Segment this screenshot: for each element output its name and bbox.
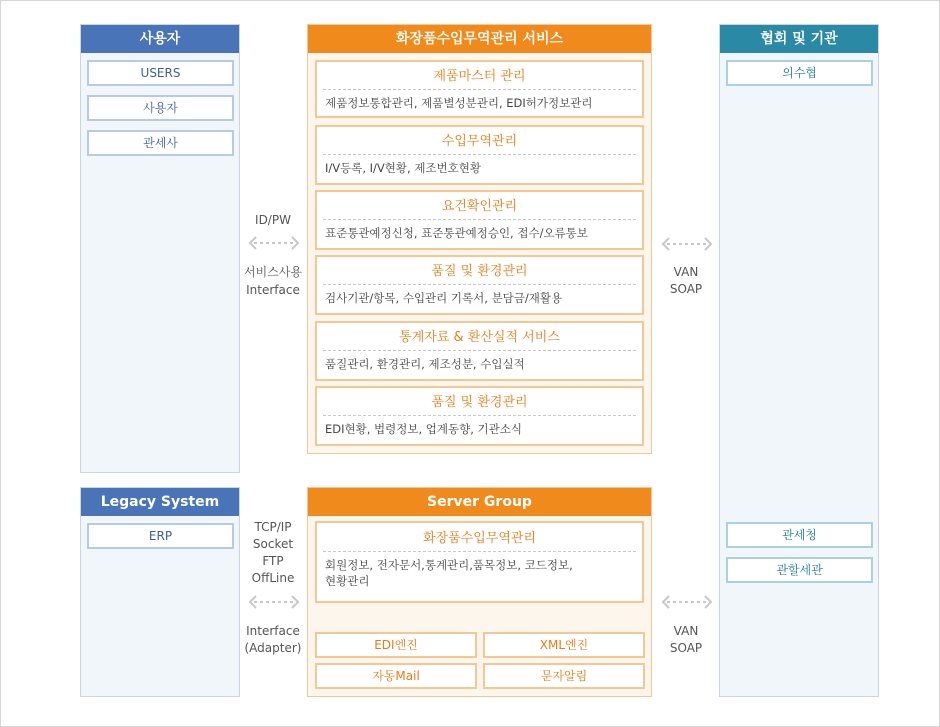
connector-label-service-use: 서비스사용 <box>244 265 302 279</box>
connector-label-interface: Interface <box>246 283 300 297</box>
module-title: 요건확인관리 <box>323 195 636 220</box>
module-title: 제품마스터 관리 <box>323 65 636 90</box>
module-quality-environment <box>315 255 644 315</box>
legacy-column <box>80 487 240 697</box>
service-title: 화장품수입무역관리 서비스 <box>308 25 651 53</box>
agency-item-customs-service: 관세청 <box>726 522 873 548</box>
agency-item-association: 의수협 <box>726 60 873 86</box>
connector-label-soap: SOAP <box>669 282 703 296</box>
engine-edi: EDI엔진 <box>315 632 477 658</box>
user-item-users: USERS <box>87 60 234 86</box>
agencies-title: 협회 및 기관 <box>720 25 878 53</box>
engine-xml: XML엔진 <box>483 632 645 658</box>
users-column <box>80 24 240 473</box>
server-group-title: Server Group <box>308 488 651 516</box>
double-arrow-icon <box>248 235 300 251</box>
service-panel <box>307 24 652 454</box>
connector-label-van: VAN <box>673 265 699 279</box>
module-title: 품질 및 환경관리 <box>323 391 636 416</box>
module-statistics <box>315 321 644 381</box>
connector-label-socket: Socket <box>252 537 294 551</box>
user-item-user: 사용자 <box>87 95 234 121</box>
module-title: 수입무역관리 <box>323 130 636 155</box>
connector-label-tcpip: TCP/IP <box>254 520 292 534</box>
connector-label-interface: Interface <box>246 624 300 638</box>
module-desc: 검사기관/항목, 수입관리 기록서, 분담금/재활용 <box>325 291 563 305</box>
agencies-column <box>719 24 879 697</box>
module-title: 품질 및 환경관리 <box>323 260 636 285</box>
module-product-master <box>315 60 644 118</box>
module-desc-line: 회원정보, 전자문서,통계관리,품목정보, 코드정보, <box>325 558 573 572</box>
module-title: 통계자료 & 환산실적 서비스 <box>323 326 636 351</box>
user-item-customs-broker: 관세사 <box>87 130 234 156</box>
server-group-panel <box>307 487 652 697</box>
module-desc: 제품정보통합관리, 제품별성분관리, EDI허가정보관리 <box>325 96 593 110</box>
module-quality-environment-2 <box>315 386 644 446</box>
module-desc: EDI현황, 법령정보, 업계동향, 기관소식 <box>325 422 522 436</box>
connector-label-offline: OffLine <box>251 571 295 585</box>
module-desc <box>325 557 636 589</box>
connector-label-ftp: FTP <box>262 554 284 568</box>
connector-label-adapter: (Adapter) <box>244 641 302 655</box>
connector-label-soap: SOAP <box>669 641 703 655</box>
module-desc: 표준통관예정신청, 표준통관예정승인, 접수/오류통보 <box>325 226 588 240</box>
connector-label-van: VAN <box>673 624 699 638</box>
legacy-item-erp: ERP <box>87 523 234 549</box>
legacy-title: Legacy System <box>81 488 239 516</box>
users-title: 사용자 <box>81 25 239 53</box>
module-title: 화장품수입무역관리 <box>323 527 636 552</box>
agency-item-local-customs: 관할세관 <box>726 557 873 583</box>
module-desc: 품질관리, 환경관리, 제조성분, 수입실적 <box>325 357 525 371</box>
double-arrow-icon <box>661 236 713 252</box>
double-arrow-icon <box>248 594 300 610</box>
module-desc: I/V등록, I/V현황, 제조번호현황 <box>325 161 481 175</box>
engine-auto-mail: 자동Mail <box>315 663 477 689</box>
connector-label-idpw: ID/PW <box>255 213 291 227</box>
engine-sms-alert: 문자알림 <box>483 663 645 689</box>
module-requirement-check <box>315 190 644 250</box>
module-desc-line: 현황관리 <box>325 574 370 588</box>
module-import-trade <box>315 125 644 185</box>
double-arrow-icon <box>661 594 713 610</box>
module-cosmetics-import <box>315 521 644 603</box>
